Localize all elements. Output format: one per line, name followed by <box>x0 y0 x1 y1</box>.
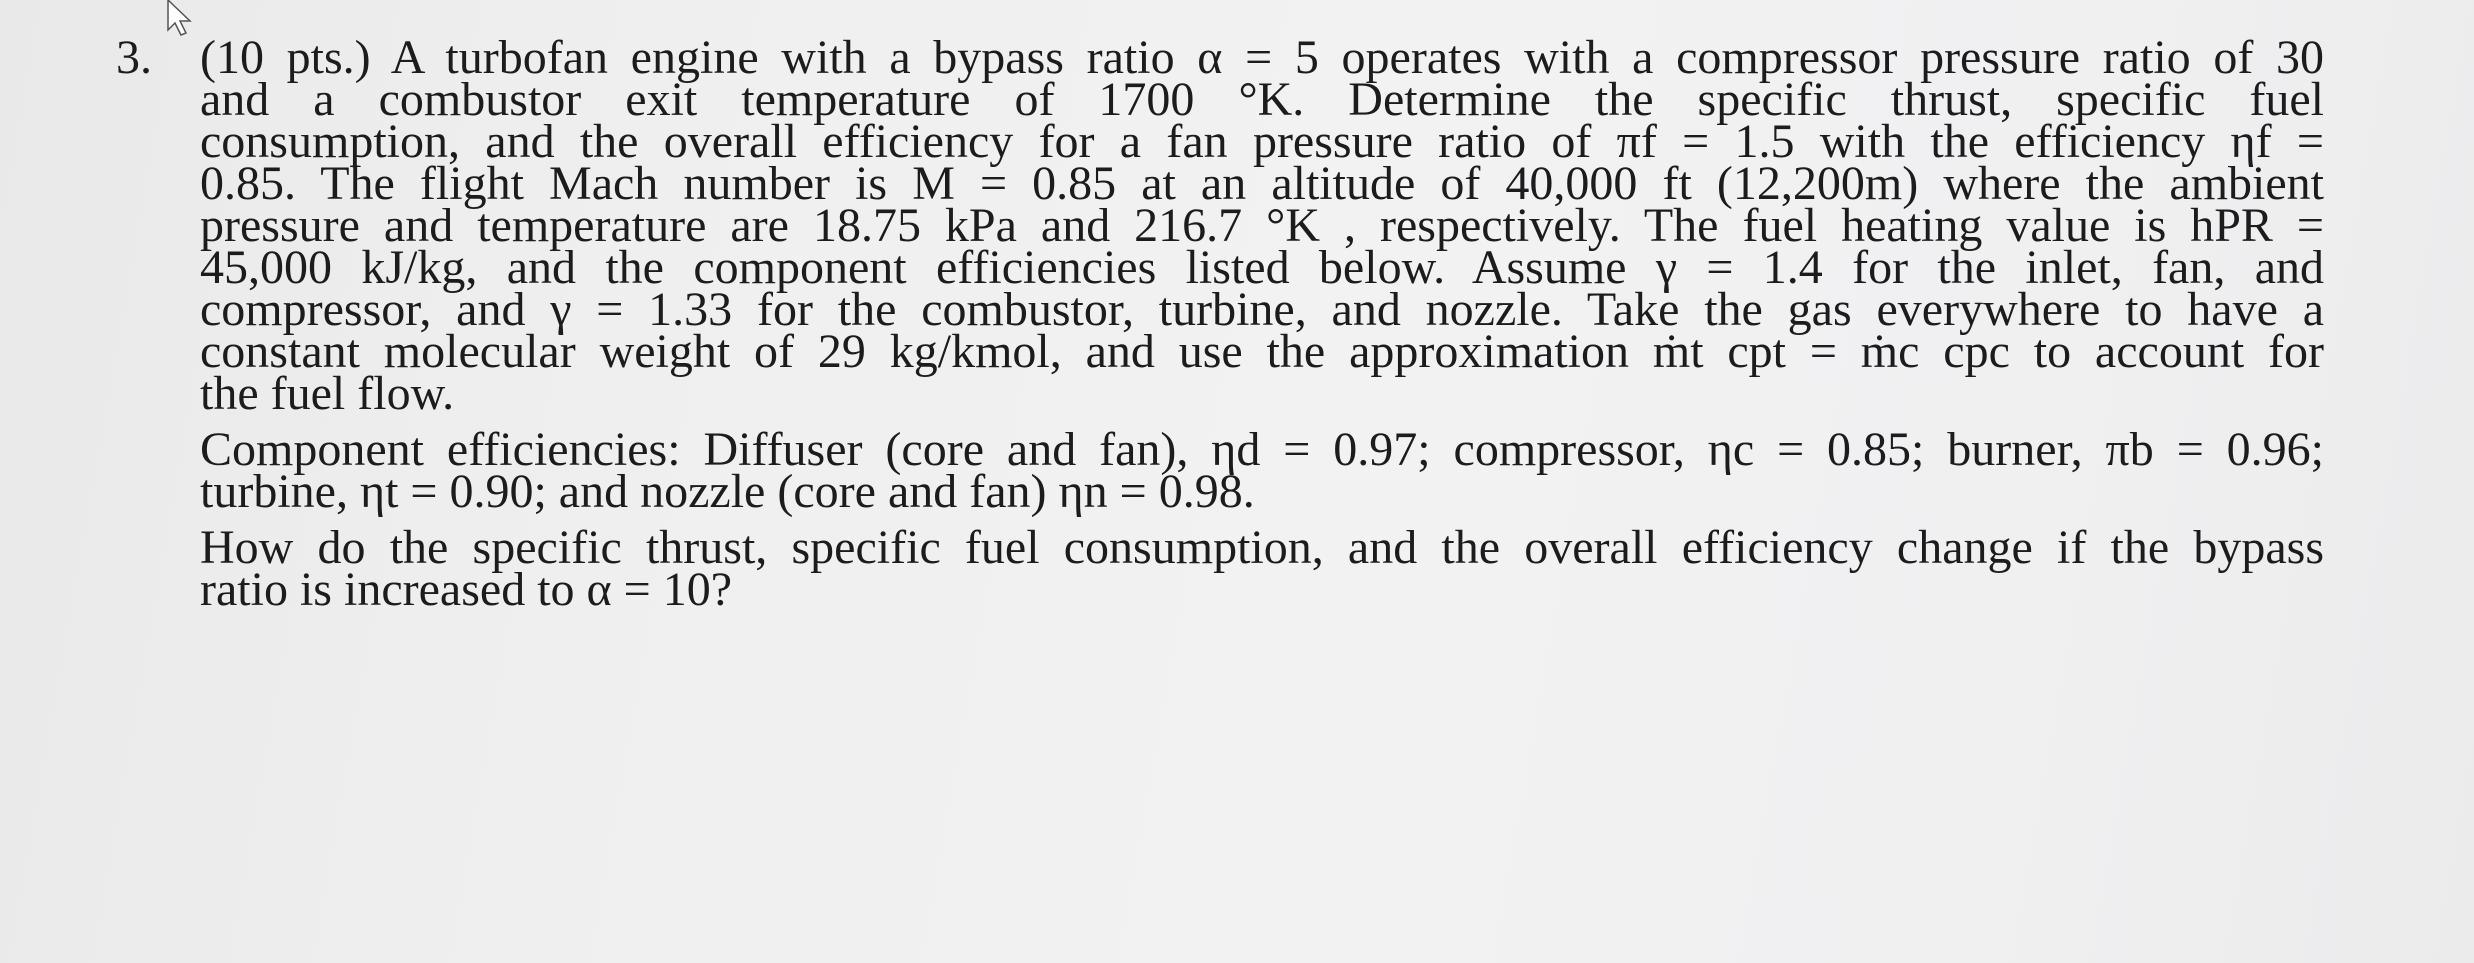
paragraph1-line5: pressure and temperature are 18.75 kPa and 216.7 °K , respectively. The fuel heating value is hPR = <box>200 199 2324 252</box>
paragraph1-line3: consumption, and the overall efficiency for a fan pressure ratio of πf = 1.5 with the efficiency ηf = <box>200 115 2324 168</box>
paragraph1-line1: (10 pts.) A turbofan engine with a bypass ratio α = 5 operates with a compressor pressure ratio of 30 <box>200 31 2324 84</box>
paragraph1-line7: compressor, and γ = 1.33 for the combustor, turbine, and nozzle. Take the gas everywhere to have a <box>200 283 2324 336</box>
paragraph1-line2: and a combustor exit temperature of 1700 °K. Determine the specific thrust, specific fuel <box>200 73 2324 126</box>
paragraph1-line9: the fuel flow. <box>200 367 455 420</box>
paragraph2-line1: Component efficiencies: Diffuser (core and fan), ηd = 0.97; compressor, ηc = 0.85; burner, πb = 0.96; <box>200 423 2324 476</box>
paragraph3-line1: How do the specific thrust, specific fuel consumption, and the overall efficiency change if the bypass <box>200 521 2324 574</box>
paragraph3-line2: ratio is increased to α = 10? <box>200 563 733 616</box>
paragraph2-line2: turbine, ηt = 0.90; and nozzle (core and fan) ηn = 0.98. <box>200 465 1255 518</box>
paragraph1-line6: 45,000 kJ/kg, and the component efficiencies listed below. Assume γ = 1.4 for the inlet, fan, and <box>200 241 2324 294</box>
question-number: 3. <box>116 31 152 84</box>
paragraph1-line4: 0.85. The flight Mach number is M = 0.85 at an altitude of 40,000 ft (12,200m) where the ambient <box>200 157 2324 210</box>
paragraph1-line8: constant molecular weight of 29 kg/kmol, and use the approximation ṁt cpt = ṁc cpc to account for <box>200 325 2324 378</box>
